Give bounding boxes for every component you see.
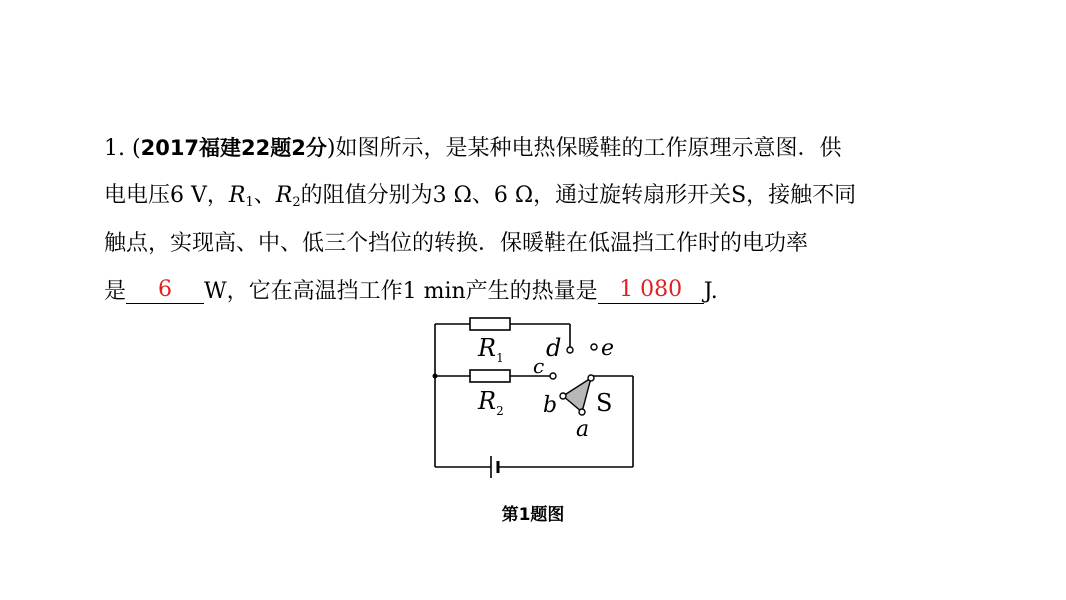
resistor-r1: [470, 318, 510, 330]
contact-a: [579, 409, 585, 415]
contact-c: [550, 373, 556, 379]
question-line-1: 1. (2017福建22题2分)如图所示，是某种电热保暖鞋的工作原理示意图．供: [104, 136, 842, 161]
figure-caption: 第1题图: [501, 505, 565, 525]
label-b: b: [543, 393, 558, 418]
question-line-4: 是 6 W，它在高温挡工作1 min产生的热量是 1 080 J.: [104, 277, 718, 304]
rotary-switch: [563, 378, 591, 412]
question-source: 2017福建22题2分: [140, 136, 327, 160]
r1-symbol: R: [228, 183, 246, 208]
resistor-r2: [470, 370, 510, 382]
question-line-2: 电电压6 V，$R_1$、$R_2$的阻值分别为3 Ω、6 Ω，通过旋转扇形开关S，接触不同: [104, 183, 857, 210]
contact-b: [560, 393, 566, 399]
junction-dot: [433, 374, 438, 379]
label-r1: $R_1$: [478, 334, 504, 365]
circuit-diagram: [420, 312, 660, 492]
contact-d: [567, 347, 573, 353]
label-a: a: [576, 417, 590, 442]
label-s: S: [596, 389, 613, 417]
label-e: e: [601, 336, 615, 361]
answer-blank-power: 6: [126, 277, 204, 304]
r2-symbol: R: [275, 183, 293, 208]
label-d: d: [546, 334, 562, 362]
question-line-3: 触点，实现高、中、低三个挡位的转换．保暖鞋在低温挡工作时的电功率: [104, 231, 809, 256]
question-number: 1.: [104, 136, 125, 161]
question-text: [104, 124, 1004, 316]
contact-e: [591, 344, 597, 350]
label-c: c: [533, 354, 545, 378]
label-r2: $R_2$: [478, 387, 504, 418]
switch-pivot: [588, 375, 594, 381]
answer-blank-heat: 1 080: [598, 277, 704, 304]
